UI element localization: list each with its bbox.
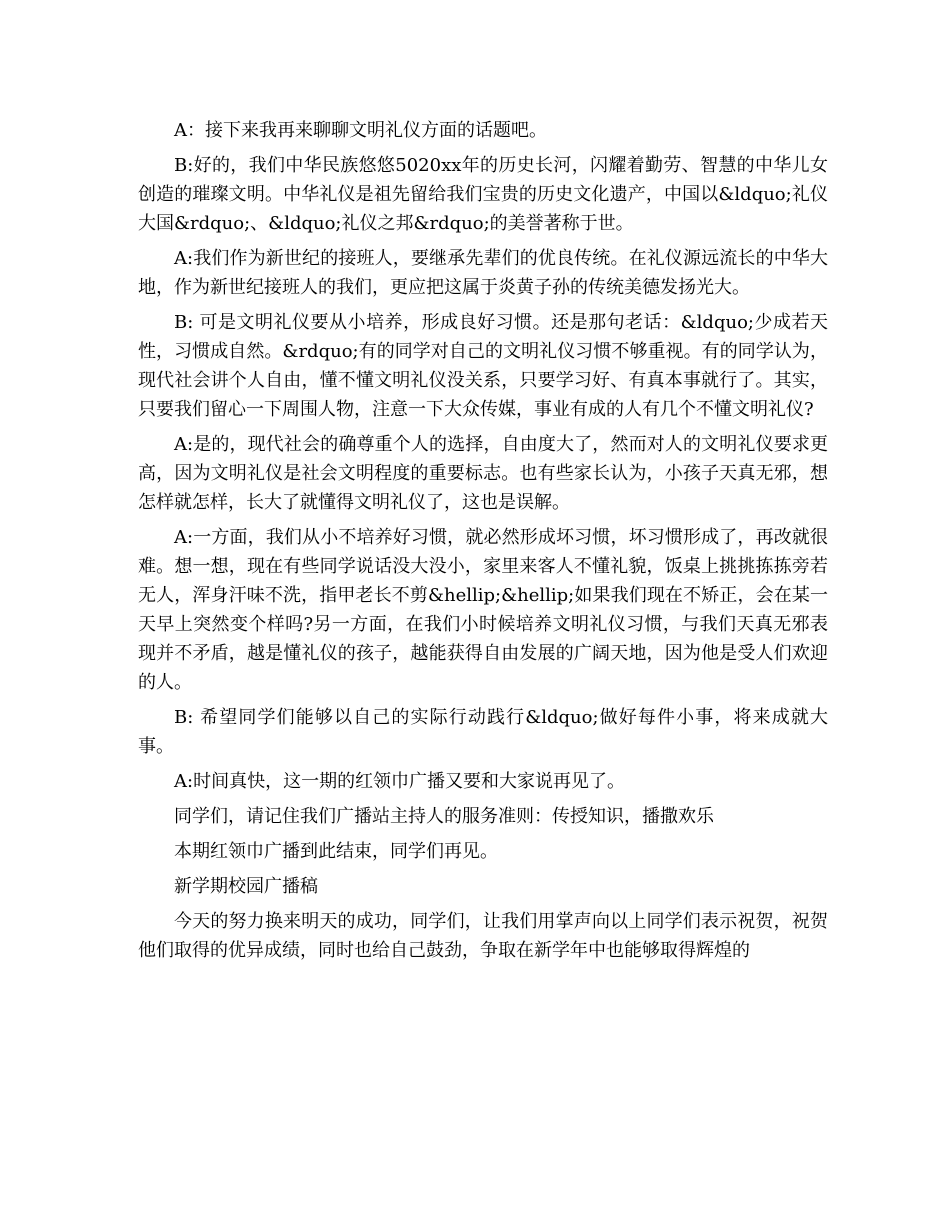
paragraph-a-goodbye: A:时间真快，这一期的红领巾广播又要和大家说再见了。: [174, 771, 626, 792]
paragraph-a-society: A:是的，现代社会的确尊重个人的选择，自由度大了，然而对人的文明礼仪要求更高，因为文明礼仪是社会文明程度的重要标志。也有些家长认为，小孩子天真无邪，想怎样就怎样，长大了就懂得文明礼仪了，这也是误解。: [138, 434, 828, 513]
paragraph-broadcast-end: 本期红领巾广播到此结束，同学们再见。: [174, 841, 498, 862]
section-heading: 新学期校园广播稿: [174, 876, 318, 897]
paragraph-congratulations: 今天的努力换来明天的成功，同学们，让我们用掌声向以上同学们表示祝贺，祝贺他们取得的优异成绩，同时也给自己鼓劲，争取在新学年中也能够取得辉煌的: [138, 911, 828, 961]
paragraph-b-history: B:好的，我们中华民族悠悠5020xx年的历史长河，闪耀着勤劳、智慧的中华儿女创造的璀璨文明。中华礼仪是祖先留给我们宝贵的历史文化遗产，中国以&ldquo;礼仪大国&rdquo;、&ldquo;礼仪之邦&rdquo;的美誉著称于世。: [138, 155, 828, 234]
paragraph-a-inherit: A:我们作为新世纪的接班人，要继承先辈们的优良传统。在礼仪源远流长的中华大地，作为新世纪接班人的我们，更应把这属于炎黄子孙的传统美德发扬光大。: [138, 248, 828, 298]
paragraph-a-intro: A：接下来我再来聊聊文明礼仪方面的话题吧。: [174, 120, 547, 141]
paragraph-a-onehand: A:一方面，我们从小不培养好习惯，就必然形成坏习惯，坏习惯形成了，再改就很难。想一想，现在有些同学说话没大没小，家里来客人不懂礼貌，饭桌上挑挑拣拣旁若无人，浑身汗味不洗，指甲老长不剪&hellip;&hellip;如果我们现在不矫正，会在某一天早上突然变个样吗?另一方面，在我们小时候培养文明礼仪习惯，与我们天真无邪表现并不矛盾，越是懂礼仪的孩子，越能获得自由发展的广阔天地，因为他是受人们欢迎的人。: [138, 527, 828, 693]
paragraph-b-hope: B: 希望同学们能够以自己的实际行动践行&ldquo;做好每件小事，将来成就大事。: [138, 707, 828, 757]
paragraph-host-motto: 同学们，请记住我们广播站主持人的服务准则：传授知识，播撒欢乐: [174, 806, 714, 827]
document-body: [138, 116, 828, 971]
paragraph-b-habits: B: 可是文明礼仪要从小培养，形成良好习惯。还是那句老话：&ldquo;少成若天性，习惯成自然。&rdquo;有的同学对自己的文明礼仪习惯不够重视。有的同学认为，现代社会讲个人自由，懂不懂文明礼仪没关系，只要学习好、有真本事就行了。其实，只要我们留心一下周围人物，注意一下大众传媒，事业有成的人有几个不懂文明礼仪?: [138, 312, 828, 420]
